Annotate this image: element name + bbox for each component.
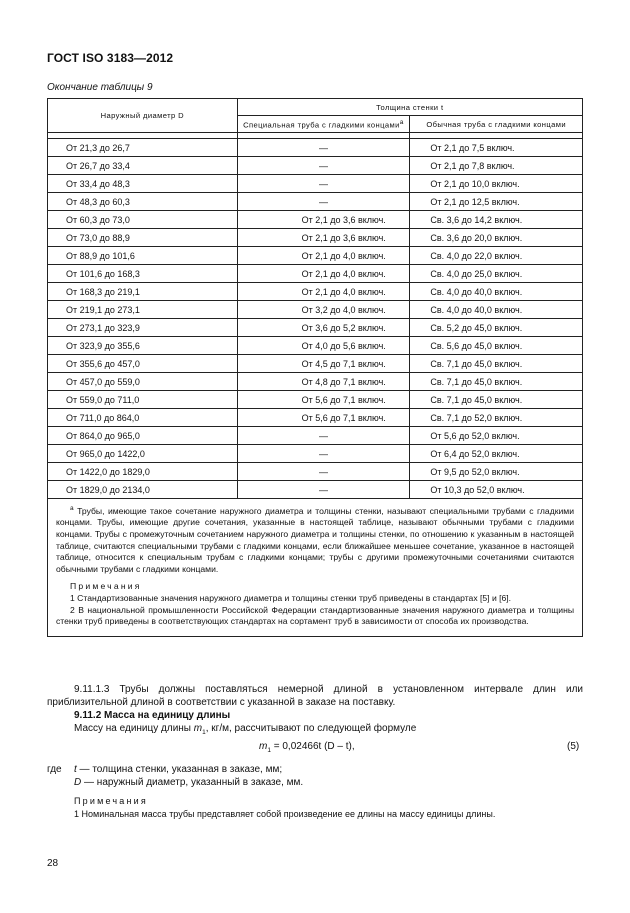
regular-pipe-cell: Св. 4,0 до 40,0 включ. — [410, 301, 583, 319]
regular-pipe-cell: От 2,1 до 7,5 включ. — [410, 139, 583, 157]
table-row — [48, 481, 583, 499]
table-row — [48, 337, 583, 355]
special-pipe-cell: От 5,6 до 7,1 включ. — [237, 409, 410, 427]
outer-diameter-cell: От 1422,0 до 1829,0 — [48, 463, 238, 481]
outer-diameter-cell: От 219,1 до 273,1 — [48, 301, 238, 319]
footnote-mark: a — [70, 505, 74, 512]
regular-pipe-cell: Св. 5,2 до 45,0 включ. — [410, 319, 583, 337]
outer-diameter-cell: От 273,1 до 323,9 — [48, 319, 238, 337]
mass-var-sub: 1 — [202, 729, 206, 736]
table-row — [48, 139, 583, 157]
formula-number: (5) — [567, 741, 580, 752]
special-pipe-cell: — — [237, 463, 410, 481]
where-d — [74, 777, 303, 788]
table-row — [48, 283, 583, 301]
regular-pipe-cell: От 6,4 до 52,0 включ. — [410, 445, 583, 463]
mass-var: m — [193, 723, 203, 734]
table-row — [48, 265, 583, 283]
outer-diameter-cell: От 73,0 до 88,9 — [48, 229, 238, 247]
table-row — [48, 211, 583, 229]
table-row — [48, 391, 583, 409]
outer-diameter-cell: От 33,4 до 48,3 — [48, 175, 238, 193]
paragraph-9-11-1-3: 9.11.1.3 Трубы должны поставляться немерной длиной в установленном интервале длин или приблизительной длиной в соответствии с указанной в заказе на поставку. — [47, 684, 583, 708]
outer-diameter-cell: От 48,3 до 60,3 — [48, 193, 238, 211]
table-row — [48, 409, 583, 427]
outer-diameter-cell: От 711,0 до 864,0 — [48, 409, 238, 427]
outer-diameter-cell: От 559,0 до 711,0 — [48, 391, 238, 409]
where-d-var: D — [74, 777, 82, 788]
outer-diameter-cell: От 864,0 до 965,0 — [48, 427, 238, 445]
regular-pipe-cell: От 2,1 до 7,8 включ. — [410, 157, 583, 175]
page-number: 28 — [47, 858, 59, 869]
outer-diameter-cell: От 457,0 до 559,0 — [48, 373, 238, 391]
col-header-outer-diameter: Наружный диаметр D — [48, 99, 238, 133]
outer-diameter-cell: От 355,6 до 457,0 — [48, 355, 238, 373]
special-pipe-cell: — — [237, 175, 410, 193]
table-row — [48, 445, 583, 463]
special-pipe-cell: От 4,8 до 7,1 включ. — [237, 373, 410, 391]
table-note-2: 2 В национальной промышленности Российской Федерации стандартизованные значения наружного диаметра и толщины стенки труб приведены в соответствующих стандартах на сортамент труб в зависимости от способа их производства. — [56, 604, 574, 627]
table-row — [48, 373, 583, 391]
where-d-text: — наружный диаметр, указанный в заказе, мм. — [81, 777, 304, 788]
special-pipe-cell: От 4,5 до 7,1 включ. — [237, 355, 410, 373]
regular-pipe-cell: Св. 4,0 до 22,0 включ. — [410, 247, 583, 265]
special-pipe-cell: От 3,6 до 5,2 включ. — [237, 319, 410, 337]
regular-pipe-cell: От 10,3 до 52,0 включ. — [410, 481, 583, 499]
regular-pipe-cell: Св. 7,1 до 45,0 включ. — [410, 373, 583, 391]
special-pipe-cell: От 5,6 до 7,1 включ. — [237, 391, 410, 409]
outer-diameter-cell: От 168,3 до 219,1 — [48, 283, 238, 301]
special-pipe-cell: От 2,1 до 4,0 включ. — [237, 283, 410, 301]
special-pipe-cell: — — [237, 427, 410, 445]
formula-sub: 1 — [267, 747, 271, 754]
where-label: где — [47, 764, 62, 775]
regular-pipe-cell: От 2,1 до 12,5 включ. — [410, 193, 583, 211]
regular-pipe-cell: От 2,1 до 10,0 включ. — [410, 175, 583, 193]
regular-pipe-cell: Св. 7,1 до 45,0 включ. — [410, 391, 583, 409]
where-t — [74, 764, 282, 775]
footnote-ref: a — [399, 118, 404, 126]
footnote-text: Трубы, имеющие такое сочетание наружного диаметра и толщины стенки, называют специальными трубами с гладкими концами. Трубы, имеющие другие сочетания, указанные в настоящей таблице, называют обычными трубами с гладкими концами. Трубы с промежуточным сочетанием наружного диаметра и толщины стенки, по отношению к указанным в настоящей таблице, считаются специальными трубами с гладкими концами, если ближайшее меньшее сочетание, указанное в настоящей таблице, относится к специальным трубам с гладкими концами; трубы с другими промежуточными сочетаниями считаются обычными трубами с гладкими концами. — [56, 505, 574, 574]
outer-diameter-cell: От 21,3 до 26,7 — [48, 139, 238, 157]
where-t-text: — толщина стенки, указанная в заказе, мм; — [76, 764, 283, 775]
regular-pipe-cell: Св. 3,6 до 14,2 включ. — [410, 211, 583, 229]
table-row — [48, 427, 583, 445]
special-pipe-cell: — — [237, 157, 410, 175]
regular-pipe-cell: От 9,5 до 52,0 включ. — [410, 463, 583, 481]
regular-pipe-cell: Св. 5,6 до 45,0 включ. — [410, 337, 583, 355]
col-header-regular-pipe: Обычная труба с гладкими концами — [410, 116, 583, 133]
table-row — [48, 229, 583, 247]
formula-5 — [259, 741, 355, 754]
outer-diameter-cell: От 323,9 до 355,6 — [48, 337, 238, 355]
special-pipe-cell: — — [237, 193, 410, 211]
mass-text-post: , кг/м, рассчитывают по следующей формуле — [205, 723, 417, 734]
special-pipe-cell: От 2,1 до 3,6 включ. — [237, 211, 410, 229]
formula-lhs: m — [259, 741, 268, 752]
table-row — [48, 247, 583, 265]
special-pipe-cell: — — [237, 445, 410, 463]
document-header: ГОСТ ISO 3183—2012 — [47, 51, 174, 65]
outer-diameter-cell: От 26,7 до 33,4 — [48, 157, 238, 175]
table-note-1: 1 Стандартизованные значения наружного диаметра и толщины стенки труб приведены в стандартах [5] и [6]. — [70, 593, 512, 604]
formula-rhs: = 0,02466t (D – t), — [270, 741, 355, 752]
paragraph-mass — [74, 722, 416, 739]
note-1: 1 Номинальная масса трубы представляет собой произведение ее длины на массу единицы длины. — [74, 809, 496, 819]
regular-pipe-cell: Св. 4,0 до 25,0 включ. — [410, 265, 583, 283]
special-pipe-cell: — — [237, 481, 410, 499]
regular-pipe-cell: Св. 7,1 до 45,0 включ. — [410, 355, 583, 373]
table-notes-title: Примечания — [70, 581, 142, 592]
table-caption: Окончание таблицы 9 — [47, 82, 153, 93]
col-header-wall-thickness: Толщина стенки t — [237, 99, 582, 116]
table-row — [48, 301, 583, 319]
table-row — [48, 355, 583, 373]
regular-pipe-cell: От 5,6 до 52,0 включ. — [410, 427, 583, 445]
table-row — [48, 193, 583, 211]
regular-pipe-cell: Св. 3,6 до 20,0 включ. — [410, 229, 583, 247]
outer-diameter-cell: От 101,6 до 168,3 — [48, 265, 238, 283]
where-t-var: t — [74, 764, 77, 775]
heading-9-11-2: 9.11.2 Масса на единицу длины — [74, 710, 231, 721]
special-pipe-cell: — — [237, 139, 410, 157]
outer-diameter-cell: От 965,0 до 1422,0 — [48, 445, 238, 463]
col-header-special-pipe — [237, 116, 410, 133]
special-pipe-cell: От 3,2 до 4,0 включ. — [237, 301, 410, 319]
regular-pipe-cell: Св. 4,0 до 40,0 включ. — [410, 283, 583, 301]
mass-text-pre: Массу на единицу длины — [74, 723, 194, 734]
special-pipe-cell: От 2,1 до 4,0 включ. — [237, 265, 410, 283]
table-footnotes — [48, 499, 583, 637]
table-row — [48, 319, 583, 337]
outer-diameter-cell: От 60,3 до 73,0 — [48, 211, 238, 229]
outer-diameter-cell: От 1829,0 до 2134,0 — [48, 481, 238, 499]
wall-thickness-table — [47, 98, 583, 637]
special-pipe-cell: От 4,0 до 5,6 включ. — [237, 337, 410, 355]
table-row — [48, 157, 583, 175]
special-pipe-cell: От 2,1 до 4,0 включ. — [237, 247, 410, 265]
outer-diameter-cell: От 88,9 до 101,6 — [48, 247, 238, 265]
col-header-special-label: Специальная труба с гладкими концами — [243, 120, 400, 130]
table-row — [48, 463, 583, 481]
regular-pipe-cell: Св. 7,1 до 52,0 включ. — [410, 409, 583, 427]
footnote-a — [56, 503, 574, 575]
notes-title: Примечания — [74, 796, 148, 806]
table-row — [48, 175, 583, 193]
special-pipe-cell: От 2,1 до 3,6 включ. — [237, 229, 410, 247]
